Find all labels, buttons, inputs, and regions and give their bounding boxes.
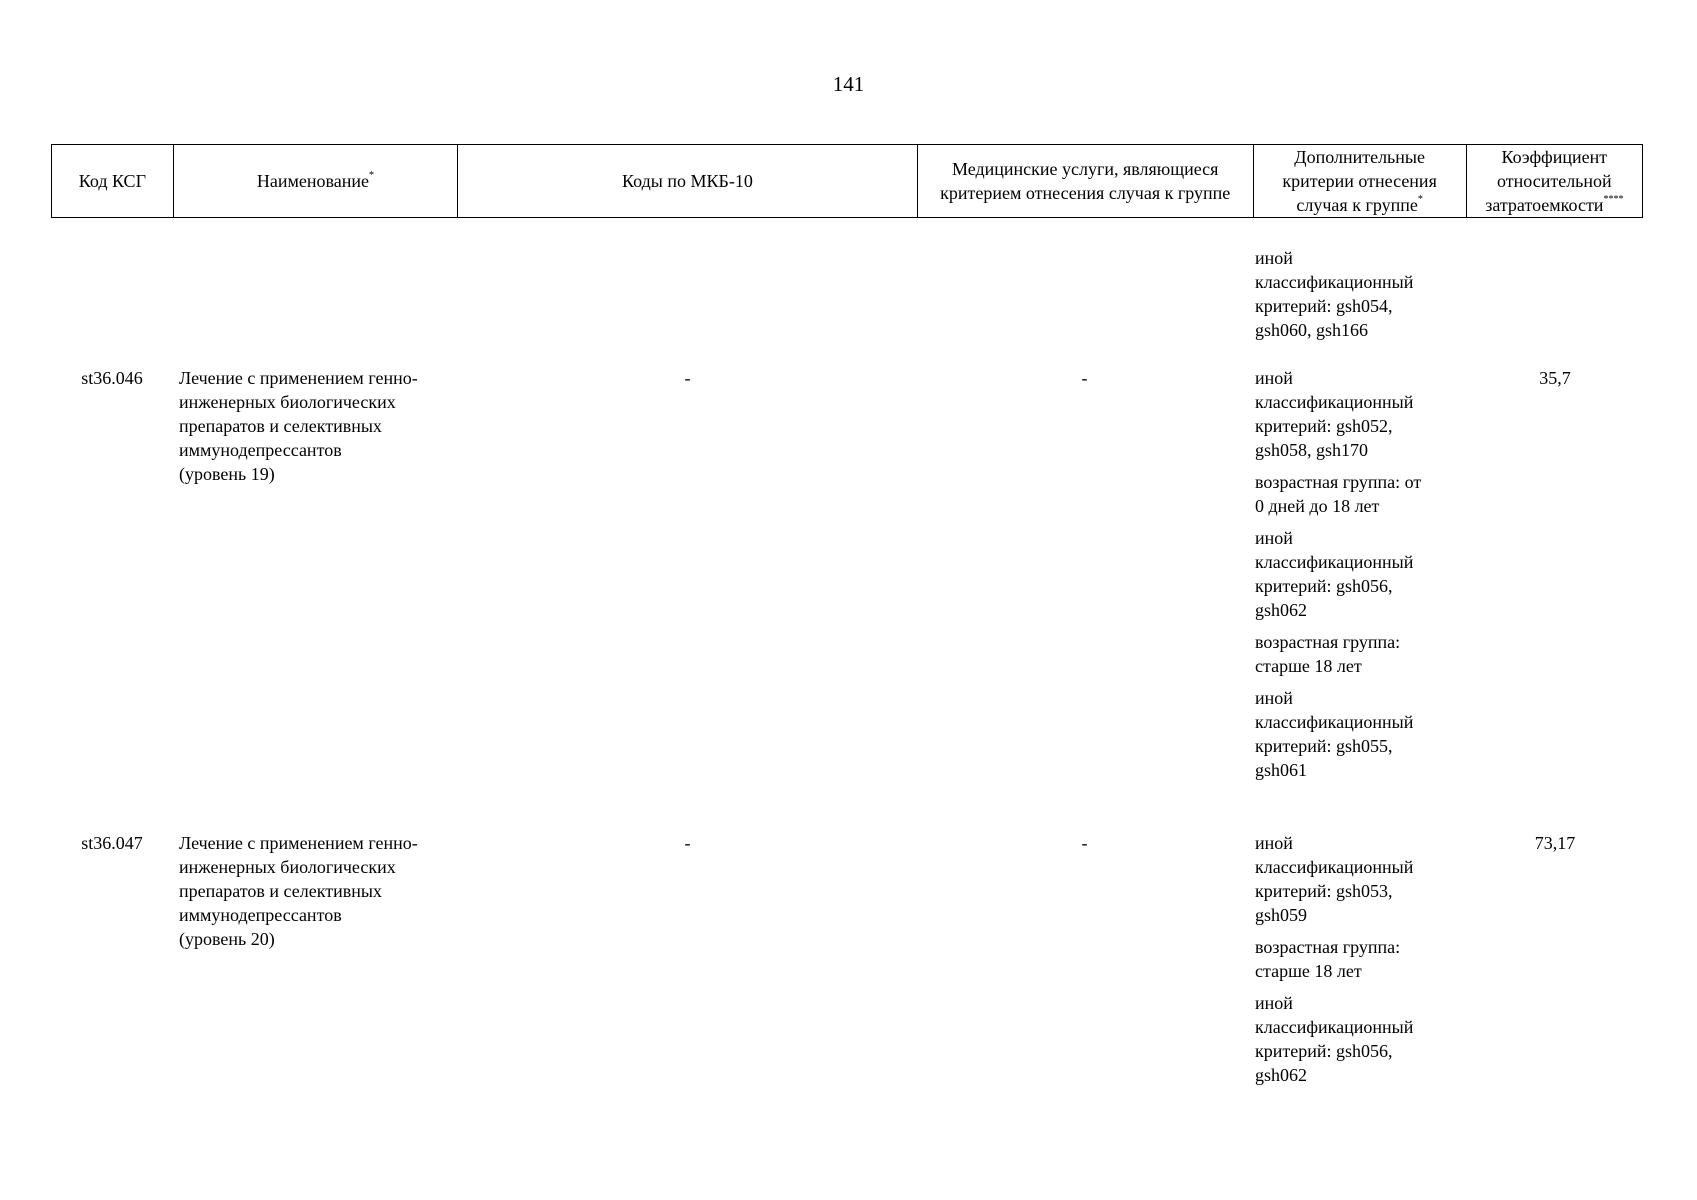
ksg-code: st36.047: [81, 833, 143, 853]
criteria-item: иной классификационный критерий: gsh052, gsh058, gsh170: [1255, 368, 1414, 460]
mkb-codes: -: [684, 368, 691, 388]
criteria-cell: [1255, 831, 1465, 1095]
ksg-name: Лечение с применением генно- инженерных биологических препаратов и селективных иммунодепрессантов (уровень 19): [179, 368, 418, 484]
header-criteria: Дополнительные критерии отнесения случая к группе*: [1253, 145, 1466, 218]
criteria-item: иной классификационный критерий: gsh056, gsh062: [1255, 528, 1414, 620]
criteria-item: возрастная группа: старше 18 лет: [1255, 632, 1401, 676]
criteria-cell: [1255, 366, 1465, 790]
criteria-item: возрастная группа: от 0 дней до 18 лет: [1255, 472, 1422, 516]
ksg-code: st36.046: [81, 368, 143, 388]
header-mkb: Коды по МКБ-10: [458, 145, 918, 218]
footnote-mark: *: [1417, 194, 1423, 205]
header-services: Медицинские услуги, являющиеся критерием отнесения случая к группе: [917, 145, 1253, 218]
header-coef: Коэффициент относительной затратоемкости****: [1466, 145, 1642, 218]
header-row: [52, 145, 1643, 218]
ksg-name: Лечение с применением генно- инженерных биологических препаратов и селективных иммунодепрессантов (уровень 20): [179, 833, 418, 949]
criteria-item: иной классификационный критерий: gsh055, gsh061: [1255, 688, 1414, 780]
criteria-cell: [1255, 246, 1465, 350]
footnote-mark: ****: [1603, 194, 1624, 205]
header-name: Наименование*: [173, 145, 457, 218]
mkb-codes: -: [684, 833, 691, 853]
criteria-item: иной классификационный критерий: gsh054, gsh060, gsh166: [1255, 248, 1414, 340]
criteria-item: возрастная группа: старше 18 лет: [1255, 937, 1401, 981]
page-number: 141: [832, 72, 865, 96]
criteria-item: иной классификационный критерий: gsh053, gsh059: [1255, 833, 1414, 925]
medical-services: -: [1081, 368, 1088, 388]
table-header: [51, 144, 1643, 218]
cost-coefficient: 35,7: [1539, 368, 1571, 388]
criteria-item: иной классификационный критерий: gsh056, gsh062: [1255, 993, 1414, 1085]
cost-coefficient: 73,17: [1534, 833, 1576, 853]
medical-services: -: [1081, 833, 1088, 853]
footnote-mark: *: [369, 170, 374, 181]
header-code: Код КСГ: [52, 145, 174, 218]
